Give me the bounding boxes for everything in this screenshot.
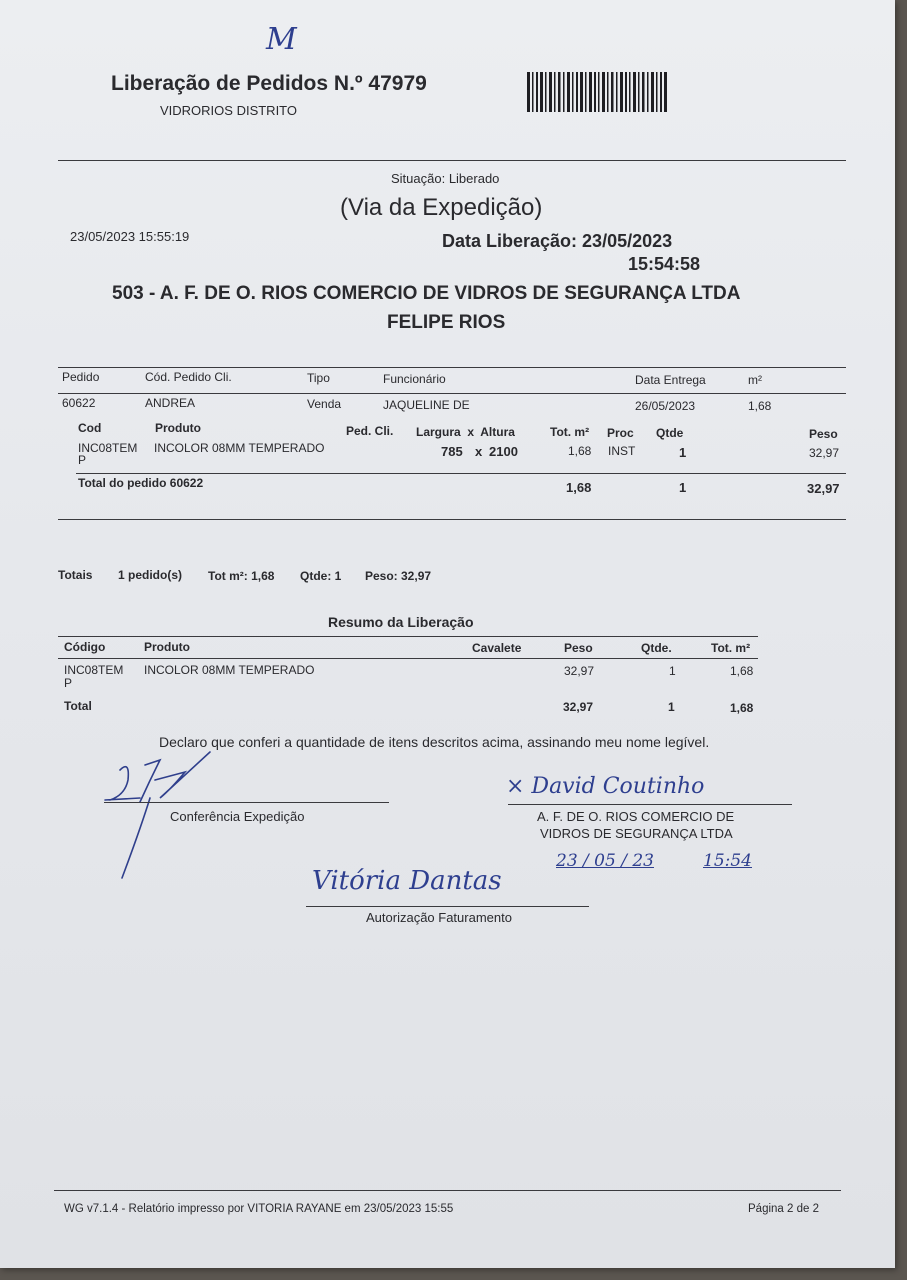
- barcode: [527, 72, 667, 112]
- item-altura: 2100: [489, 444, 518, 459]
- summary-codigo-line1: INC08TEM: [64, 663, 124, 677]
- authorization-signature: Vitória Dantas: [312, 866, 502, 896]
- handwritten-time: 15:54: [703, 851, 752, 871]
- data-liberacao-time: 15:54:58: [628, 254, 701, 274]
- via-text: (Via da Expedição): [340, 194, 543, 221]
- totals-label: Totais: [58, 568, 93, 582]
- col-data-entrega: Data Entrega: [635, 373, 706, 387]
- summary-col-tot-m2: Tot. m²: [711, 641, 751, 655]
- summary-qtde: 1: [669, 664, 676, 678]
- item-tot-m2: 1,68: [568, 444, 592, 458]
- order-header-rule: [58, 393, 846, 394]
- order-table-bottom-rule: [58, 519, 846, 520]
- item-col-cod: Cod: [78, 421, 102, 435]
- summary-col-qtde: Qtde.: [641, 641, 672, 655]
- declaration-text: Declaro que conferi a quantidade de itens descritos acima, assinando meu nome legível.: [159, 734, 710, 750]
- row-m2: 1,68: [748, 399, 772, 413]
- item-produto: INCOLOR 08MM TEMPERADO: [154, 441, 325, 455]
- item-x: x: [475, 444, 483, 459]
- item-col-proc: Proc: [607, 426, 634, 440]
- summary-col-peso: Peso: [564, 641, 593, 655]
- header-divider: [58, 160, 846, 161]
- order-total-peso: 32,97: [807, 481, 840, 496]
- item-col-ped-cli: Ped. Cli.: [346, 424, 394, 438]
- item-cod-line2: P: [78, 453, 87, 467]
- authorization-line: [306, 906, 589, 907]
- summary-produto: INCOLOR 08MM TEMPERADO: [144, 663, 315, 677]
- row-pedido: 60622: [62, 396, 96, 410]
- item-col-tot-m2: Tot. m²: [550, 425, 590, 439]
- client-contact: FELIPE RIOS: [387, 312, 506, 333]
- client-sign-line2: VIDROS DE SEGURANÇA LTDA: [540, 826, 733, 841]
- summary-codigo-line2: P: [64, 676, 73, 690]
- summary-top-rule: [58, 636, 758, 637]
- summary-col-produto: Produto: [144, 640, 190, 654]
- totals-peso: Peso: 32,97: [365, 569, 432, 583]
- order-total-label: Total do pedido 60622: [78, 476, 204, 490]
- client-name: 503 - A. F. DE O. RIOS COMERCIO DE VIDROS DE SEGURANÇA LTDA: [112, 283, 741, 304]
- col-cod-pedido-cli: Cód. Pedido Cli.: [145, 370, 232, 384]
- data-liberacao: Data Liberação: 23/05/2023: [442, 231, 673, 251]
- item-col-produto: Produto: [155, 421, 201, 435]
- order-total-tot-m2: 1,68: [566, 480, 592, 495]
- summary-col-codigo: Código: [64, 640, 106, 654]
- summary-header-rule: [58, 658, 758, 659]
- authorization-label: Autorização Faturamento: [366, 910, 512, 925]
- conferencia-line: [104, 802, 389, 803]
- print-datetime: 23/05/2023 15:55:19: [70, 229, 190, 244]
- client-sign-line1: A. F. DE O. RIOS COMERCIO DE: [537, 809, 735, 824]
- handwritten-mark: M: [266, 22, 297, 57]
- summary-peso: 32,97: [564, 664, 595, 678]
- order-total-qtde: 1: [679, 480, 687, 495]
- footer-left: WG v7.1.4 - Relatório impresso por VITORIA RAYANE em 23/05/2023 15:55: [64, 1203, 454, 1215]
- item-col-largura-altura: Largura x Altura: [416, 425, 515, 439]
- company-name: VIDRORIOS DISTRITO: [160, 103, 297, 118]
- row-tipo: Venda: [307, 397, 342, 411]
- client-signature-line: [508, 804, 792, 805]
- situacao-text: Situação: Liberado: [391, 171, 500, 186]
- row-data-entrega: 26/05/2023: [635, 399, 696, 413]
- summary-total-qtde: 1: [668, 700, 675, 714]
- footer-page: Página 2 de 2: [748, 1203, 819, 1215]
- col-pedido: Pedido: [62, 370, 100, 384]
- row-funcionario: JAQUELINE DE: [383, 398, 470, 412]
- item-proc: INST: [608, 444, 636, 458]
- item-col-peso: Peso: [809, 427, 838, 441]
- order-table-top-rule: [58, 367, 846, 368]
- summary-total-peso: 32,97: [563, 700, 594, 714]
- item-cod-line1: INC08TEM: [78, 441, 138, 455]
- col-m2: m²: [748, 373, 762, 387]
- order-total-rule: [76, 473, 846, 474]
- footer-rule: [54, 1190, 841, 1191]
- handwritten-date: 23 / 05 / 23: [556, 851, 654, 871]
- summary-total-tot-m2: 1,68: [730, 701, 754, 715]
- item-largura: 785: [441, 444, 463, 459]
- totals-qtde: Qtde: 1: [300, 569, 342, 583]
- totals-tot-m2: Tot m²: 1,68: [208, 569, 275, 583]
- summary-total-label: Total: [64, 699, 92, 713]
- summary-tot-m2: 1,68: [730, 664, 754, 678]
- col-tipo: Tipo: [307, 371, 330, 385]
- item-peso: 32,97: [809, 446, 840, 460]
- row-cod-pedido-cli: ANDREA: [145, 396, 196, 410]
- document-title: Liberação de Pedidos N.º 47979: [111, 72, 427, 95]
- item-qtde: 1: [679, 445, 687, 460]
- item-col-qtde: Qtde: [656, 426, 684, 440]
- summary-col-cavalete: Cavalete: [472, 641, 522, 655]
- totals-pedidos: 1 pedido(s): [118, 568, 183, 582]
- client-signature: × David Coutinho: [506, 774, 705, 799]
- summary-title: Resumo da Liberação: [328, 614, 474, 630]
- conferencia-label: Conferência Expedição: [170, 809, 305, 824]
- col-funcionario: Funcionário: [383, 372, 446, 386]
